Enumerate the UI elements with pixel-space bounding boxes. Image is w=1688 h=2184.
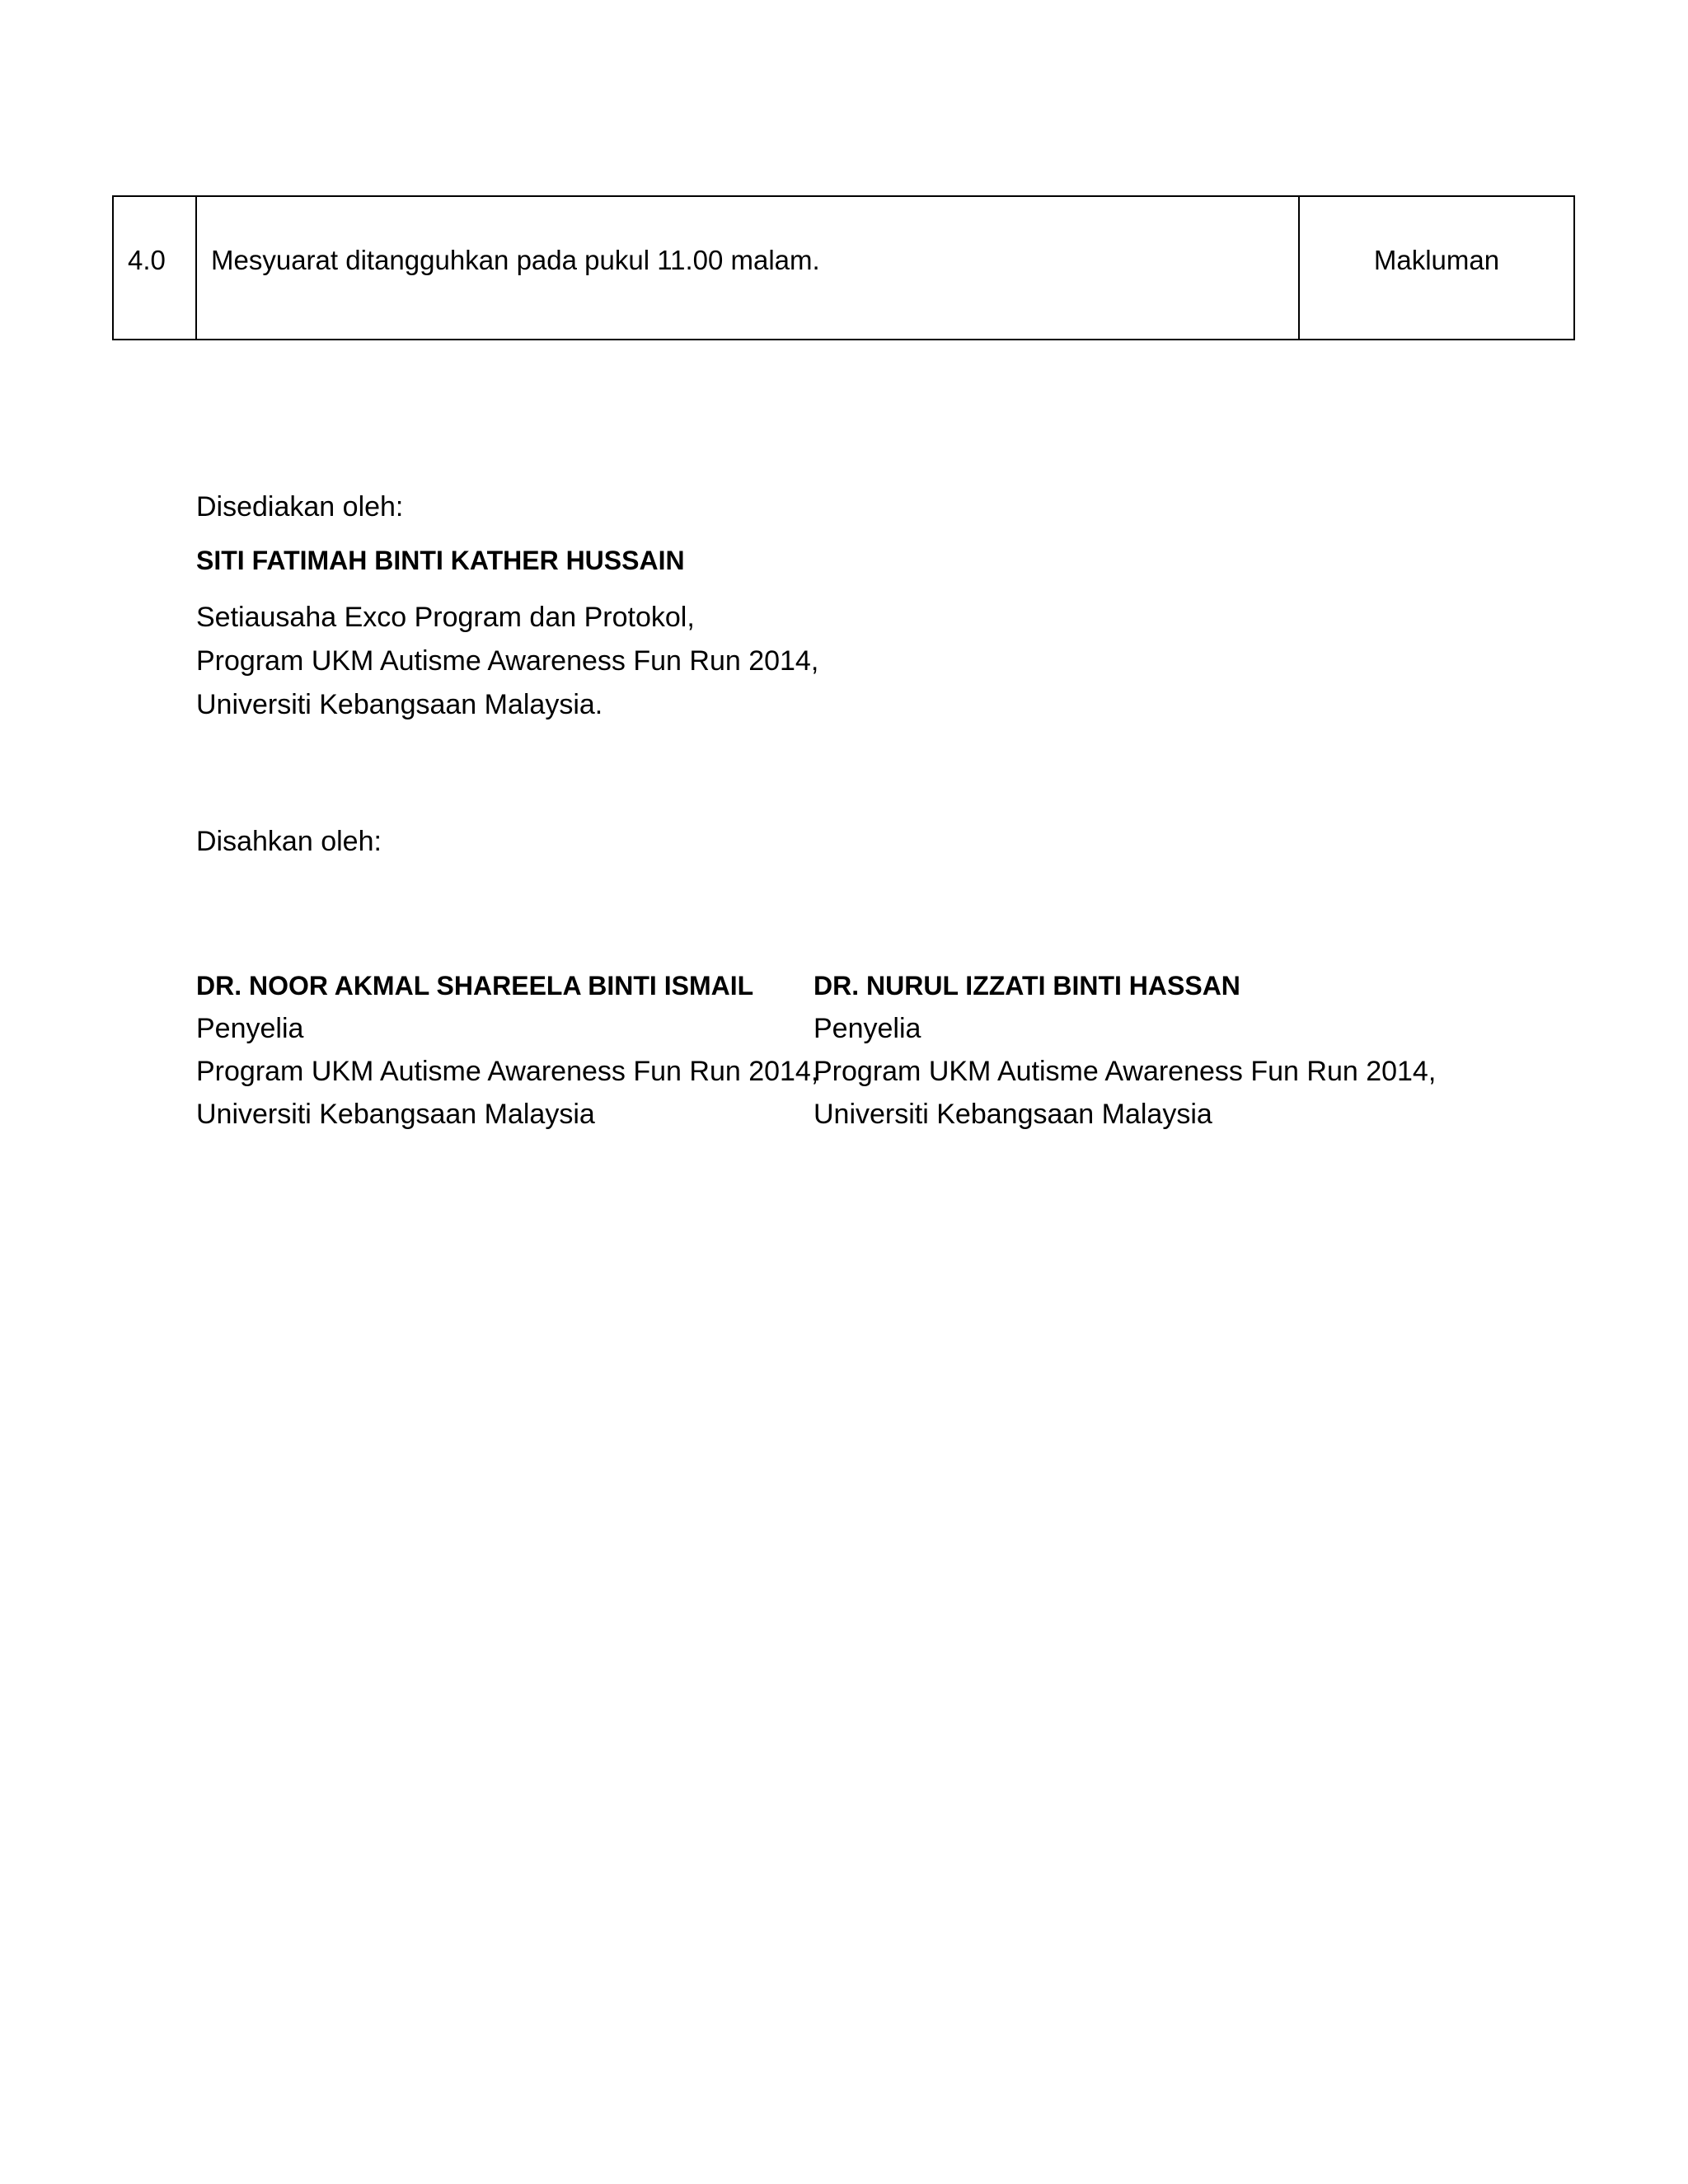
item-action-cell xyxy=(1299,196,1574,340)
preparer-position: Setiausaha Exco Program dan Protokol, xyxy=(196,602,695,633)
approved-by-label: Disahkan oleh: xyxy=(196,826,382,857)
signatory-2-university: Universiti Kebangsaan Malaysia xyxy=(814,1099,1212,1130)
signatory-1-university: Universiti Kebangsaan Malaysia xyxy=(196,1099,595,1130)
signatory-1-name: DR. NOOR AKMAL SHAREELA BINTI ISMAIL xyxy=(196,971,754,1001)
prepared-by-label: Disediakan oleh: xyxy=(196,491,404,523)
signatory-1-program: Program UKM Autisme Awareness Fun Run 2014, xyxy=(196,1056,819,1087)
preparer-university: Universiti Kebangsaan Malaysia. xyxy=(196,689,603,720)
item-number: 4.0 xyxy=(128,245,166,275)
signatory-2-name: DR. NURUL IZZATI BINTI HASSAN xyxy=(814,971,1240,1001)
table-row xyxy=(113,196,1574,340)
item-number-cell xyxy=(113,196,196,340)
item-description-cell xyxy=(196,196,1299,340)
signatory-2-role: Penyelia xyxy=(814,1013,921,1044)
preparer-name: SITI FATIMAH BINTI KATHER HUSSAIN xyxy=(196,546,685,575)
signatory-2-program: Program UKM Autisme Awareness Fun Run 2014, xyxy=(814,1056,1437,1087)
minutes-table xyxy=(112,195,1575,340)
item-description: Mesyuarat ditangguhkan pada pukul 11.00 malam. xyxy=(211,245,820,275)
preparer-program: Program UKM Autisme Awareness Fun Run 2014, xyxy=(196,645,819,677)
signatory-1-role: Penyelia xyxy=(196,1013,304,1044)
item-action: Makluman xyxy=(1373,245,1500,275)
